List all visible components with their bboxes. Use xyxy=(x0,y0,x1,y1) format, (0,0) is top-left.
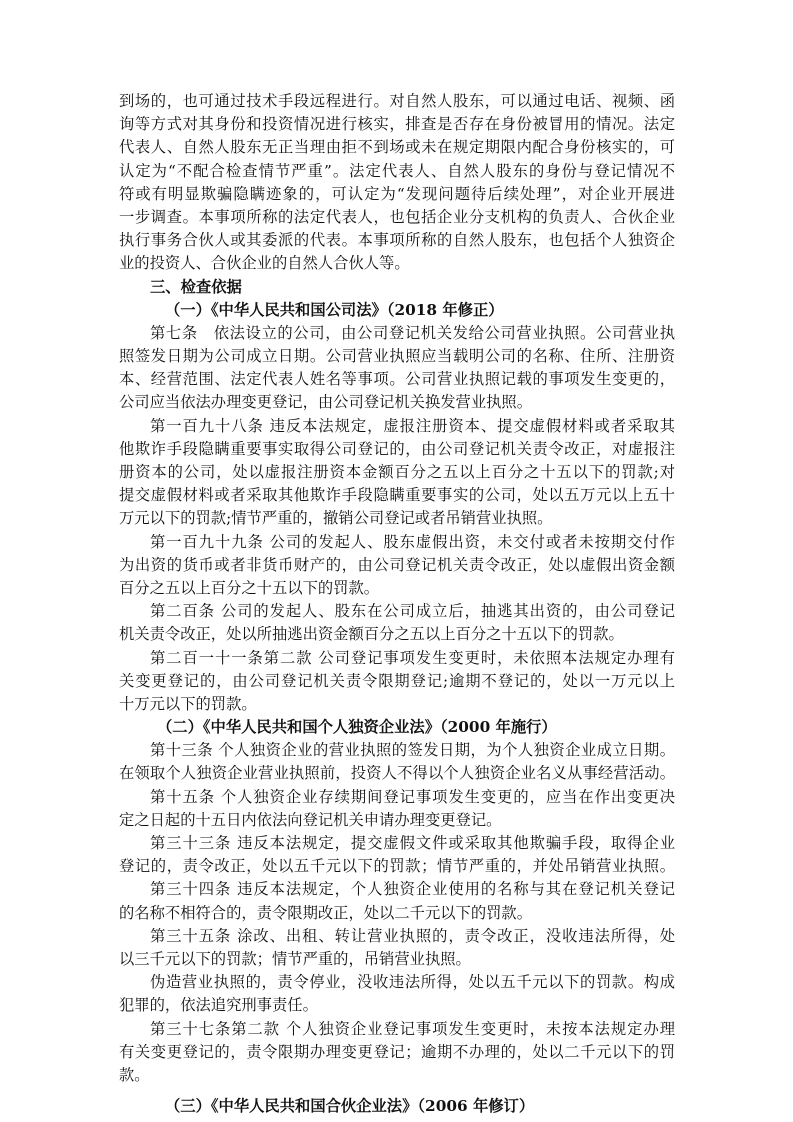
text-line: 百分之五以上百分之十五以下的罚款。 xyxy=(119,578,380,597)
law-heading: （二）《中华人民共和国个人独资企业法》（2000 年施行） xyxy=(157,718,557,737)
text-line: 十万元以下的罚款。 xyxy=(119,694,257,713)
text-line: 到场的，也可通过技术手段远程进行。对自然人股东，可以通过电话、视频、函 xyxy=(119,92,675,110)
text-line: 在领取个人独资企业营业执照前，投资人不得以个人独资企业名义从事经营活动。 xyxy=(119,764,675,783)
text-line: 的名称不相符合的，责令限期改正，处以二千元以下的罚款。 xyxy=(119,903,533,922)
text-line: 第十三条 个人独资企业的营业执照的签发日期，为个人独资企业成立日期。 xyxy=(150,741,675,760)
text-line: 有关变更登记的，责令限期办理变更登记；逾期不办理的，处以二千元以下的罚 xyxy=(119,1042,675,1061)
text-line: 册资本的公司，处以虚报注册资本金额百分之五以上百分之十五以下的罚款;对 xyxy=(119,463,675,481)
text-line: 认定为“不配合检查情节严重”。法定代表人、自然人股东的身份与登记情况不 xyxy=(119,161,675,180)
text-line: 他欺诈手段隐瞒重要事实取得公司登记的，由公司登记机关责令改正，对虚报注 xyxy=(119,439,675,458)
text-line: 万元以下的罚款;情节严重的，撤销公司登记或者吊销营业执照。 xyxy=(119,509,553,528)
text-line: 本、经营范围、法定代表人姓名等事项。公司营业执照记载的事项发生变更的， xyxy=(119,370,675,389)
text-line: 伪造营业执照的，责令停业，没收违法所得，处以五千元以下的罚款。构成 xyxy=(150,973,675,992)
text-line: 第七条 依法设立的公司，由公司登记机关发给公司营业执照。公司营业执 xyxy=(150,323,675,342)
law-heading: （三）《中华人民共和国合伙企业法》（2006 年修订） xyxy=(165,1097,535,1116)
text-line: 定之日起的十五日内依法向登记机关申请办理变更登记。 xyxy=(119,810,502,829)
text-line: 第三十四条 违反本法规定，个人独资企业使用的名称与其在登记机关登记 xyxy=(150,880,675,899)
text-line: 关变更登记的，由公司登记机关责令限期登记;逾期不登记的，处以一万元以上 xyxy=(119,671,675,690)
text-line: 第三十七条第二款 个人独资企业登记事项发生变更时，未按本法规定办理 xyxy=(150,1019,675,1038)
text-line: 以三千元以下的罚款；情节严重的，吊销营业执照。 xyxy=(119,949,471,968)
text-line: 第三十三条 违反本法规定，提交虚假文件或采取其他欺骗手段，取得企业 xyxy=(150,834,675,852)
text-line: 犯罪的，依法追究刑事责任。 xyxy=(119,996,318,1015)
text-line: 公司应当依法办理变更登记，由公司登记机关换发营业执照。 xyxy=(119,393,533,412)
document-page xyxy=(119,90,675,1118)
text-line: 第二百一十一条第二款 公司登记事项发生变更时，未依照本法规定办理有 xyxy=(150,648,675,667)
text-line: 照签发日期为公司成立日期。公司营业执照应当载明公司的名称、住所、注册资 xyxy=(119,347,675,366)
text-line: 第一百九十九条 公司的发起人、股东虚假出资，未交付或者未按期交付作 xyxy=(150,532,675,551)
text-line: 符或有明显欺骗隐瞒迹象的，可认定为“发现问题待后续处理”，对企业开展进 xyxy=(119,184,675,203)
text-line: 第二百条 公司的发起人、股东在公司成立后，抽逃其出资的，由公司登记 xyxy=(150,602,675,621)
text-line: 询等方式对其身份和投资情况进行核实，排查是否存在身份被冒用的情况。法定 xyxy=(119,115,675,134)
text-line: 为出资的货币或者非货币财产的，由公司登记机关责令改正，处以虚假出资金额 xyxy=(119,555,675,574)
text-line: 业的投资人、合伙企业的自然人合伙人等。 xyxy=(119,254,410,273)
text-line: 一步调查。本事项所称的法定代表人，也包括企业分支机构的负责人、合伙企业 xyxy=(119,207,675,226)
text-line: 提交虚假材料或者采取其他欺诈手段隐瞒重要事实的公司，处以五万元以上五十 xyxy=(119,486,675,505)
text-line: 执行事务合伙人或其委派的代表。本事项所称的自然人股东，也包括个人独资企 xyxy=(119,231,675,250)
text-line: 登记的，责令改正，处以五千元以下的罚款；情节严重的，并处吊销营业执照。 xyxy=(119,857,675,876)
text-line: 第三十五条 涂改、出租、转让营业执照的，责令改正，没收违法所得，处 xyxy=(150,926,675,945)
text-line: 机关责令改正，处以所抽逃出资金额百分之五以上百分之十五以下的罚款。 xyxy=(119,625,624,644)
law-heading: （一）《中华人民共和国公司法》（2018 年修正） xyxy=(165,300,504,319)
text-line: 第十五条 个人独资企业存续期间登记事项发生变更的，应当在作出变更决 xyxy=(150,787,675,806)
text-line: 款。 xyxy=(119,1065,150,1084)
text-line: 代表人、自然人股东无正当理由拒不到场或未在规定期限内配合身份核实的，可 xyxy=(119,138,675,157)
text-line: 第一百九十八条 违反本法规定，虚报注册资本、提交虚假材料或者采取其 xyxy=(150,416,675,435)
section-heading: 三、检查依据 xyxy=(150,277,242,296)
